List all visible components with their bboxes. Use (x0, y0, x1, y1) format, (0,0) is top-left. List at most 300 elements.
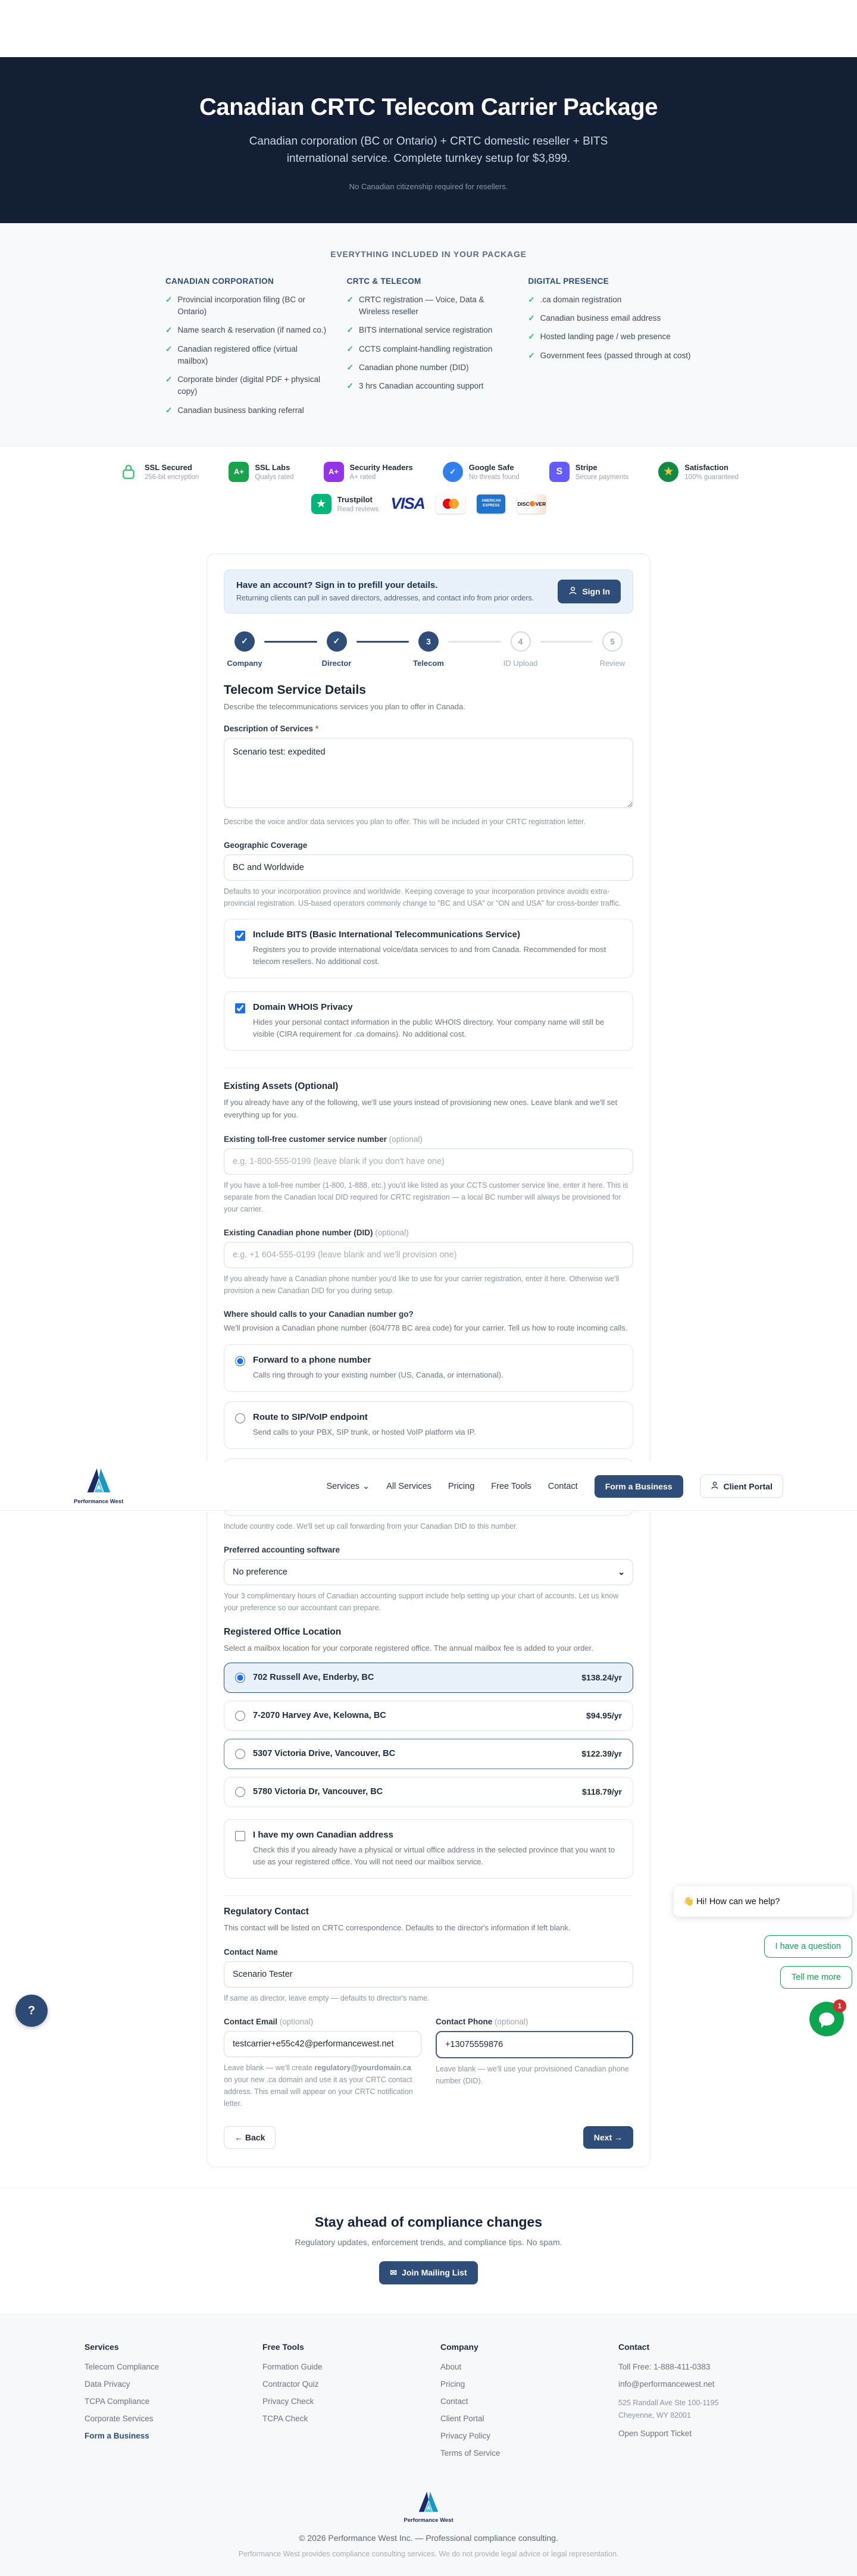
badge-text (337, 495, 379, 513)
join-mailing-list-button[interactable] (379, 2261, 477, 2284)
routing-question-label: Where should calls to your Canadian number go? (224, 1310, 414, 1319)
step-number: 4 (511, 631, 531, 652)
optional-tag: (optional) (279, 2017, 314, 2026)
badge-text (575, 463, 629, 481)
mailbox-option-enderby[interactable] (224, 1663, 633, 1693)
badge-text (350, 463, 413, 481)
lock-icon (118, 462, 139, 482)
mailbox-radio[interactable] (235, 1673, 245, 1683)
button-label: Client Portal (723, 1481, 772, 1491)
optional-tag: (optional) (375, 1228, 409, 1238)
button-label: ← Back (234, 2132, 265, 2142)
chevron-down-icon: ⌄ (362, 1481, 370, 1491)
optional-tag: (optional) (389, 1135, 423, 1144)
list-item (165, 294, 329, 318)
own-address-card[interactable] (224, 1819, 633, 1879)
regulatory-desc: This contact will be listed on CRTC correspondence. Defaults to the director's information if left blank. (224, 1923, 571, 1933)
list-item (528, 294, 692, 306)
mailbox-price: $94.95/yr (586, 1711, 622, 1721)
shield-check-icon: ✓ (443, 462, 463, 482)
user-icon (711, 1481, 719, 1491)
mailbox-radio[interactable] (235, 1711, 245, 1721)
step-connector (540, 641, 593, 643)
item-text: 3 hrs Canadian accounting support (358, 381, 484, 391)
discover-post: VER (535, 500, 546, 507)
column-title: DIGITAL PRESENCE (528, 276, 609, 286)
footer-col-services (85, 2342, 239, 2466)
badge-ssl-labs (229, 462, 293, 482)
nav-label: Contact (548, 1481, 578, 1491)
column-title: CRTC & TELECOM (346, 276, 421, 286)
badge-title: Stripe (575, 462, 598, 472)
section-heading: Telecom Service Details (224, 683, 366, 697)
footer-link-tcpa-check[interactable]: TCPA Check (262, 2414, 308, 2423)
hero-subtitle: Canadian corporation (BC or Ontario) + CRTC domestic reseller + BITS international service. Complete turnkey setup for $3,899. (249, 135, 608, 165)
badge-title: Security Headers (349, 462, 413, 472)
footer-tollfree-phone[interactable]: Toll Free: 1-888-411-0383 (618, 2362, 711, 2371)
next-button[interactable] (583, 2126, 633, 2149)
own-address-checkbox[interactable] (235, 1831, 245, 1841)
sign-in-button[interactable] (558, 580, 621, 603)
contact-email-helper (224, 2062, 421, 2109)
routing-opt1-title: Forward to a phone number (253, 1354, 371, 1365)
contact-phone-field (436, 2004, 633, 2109)
form-a-business-button[interactable] (595, 1475, 683, 1498)
step-telecom-active[interactable] (409, 631, 448, 668)
check-icon: ✓ (528, 350, 535, 360)
button-label: I have a question (775, 1942, 841, 1952)
step-number: 3 (418, 631, 439, 652)
item-text: Provincial incorporation filing (BC or Ontario) (177, 295, 305, 317)
stripe-icon: S (549, 462, 570, 482)
list-item (165, 405, 329, 417)
badge-subtitle: 256-bit encryption (144, 473, 199, 481)
newsletter-title: Stay ahead of compliance changes (314, 2214, 543, 2230)
newsletter-subtitle: Regulatory updates, enforcement trends, and compliance tips. No spam. (295, 2237, 562, 2247)
step-number: 5 (602, 631, 623, 652)
option-text (253, 1412, 476, 1438)
own-address-desc: Check this if you already have a physical or virtual office address in the selected province that you want to use as your registered office. You will not need our mailbox service. (253, 1845, 615, 1867)
list-item (528, 350, 692, 362)
button-label: Join Mailing List (402, 2268, 467, 2278)
nav-services-menu[interactable] (326, 1482, 370, 1491)
badge-subtitle: Secure payments (575, 473, 629, 481)
helper-text: on your new .ca domain and use it as your CRTC contact address. This email will appear on your CRTC notification letter. (224, 2075, 413, 2108)
mailbox-radio[interactable] (235, 1787, 245, 1797)
item-text: CCTS complaint-handling registration (358, 344, 493, 353)
check-icon: ✓ (165, 325, 173, 335)
trust-badge-row (0, 462, 857, 482)
envelope-icon: ✉ (390, 2267, 398, 2277)
check-icon: ✓ (528, 332, 535, 342)
badge-text (684, 463, 739, 481)
footer-col-contact (618, 2342, 772, 2466)
badge-text (145, 463, 199, 481)
routing-opt2-title: Route to SIP/VoIP endpoint (253, 1411, 368, 1422)
footer-link-form-a-business[interactable]: Form a Business (85, 2431, 149, 2440)
bits-option-card[interactable] (224, 919, 633, 978)
footer-support-ticket[interactable]: Open Support Ticket (618, 2429, 692, 2439)
trustpilot-star-icon: ★ (311, 494, 331, 514)
badge-title: Satisfaction (684, 462, 728, 472)
item-text: .ca domain registration (540, 295, 622, 304)
option-text (253, 1002, 622, 1040)
contact-name-label: Contact Name (224, 1947, 278, 1957)
check-icon: ✓ (346, 362, 354, 372)
accounting-label: Preferred accounting software (224, 1545, 340, 1555)
nav-label: Pricing (448, 1481, 475, 1491)
option-text (253, 1355, 503, 1381)
address-line1: 525 Randall Ave Ste 100-1195 (618, 2398, 719, 2407)
button-label: Next → (593, 2132, 623, 2142)
coverage-helper: Defaults to your incorporation province and worldwide. Keeping coverage to your incorporation province avoids extra-provincial registration. US-based operators commonly change to "BC and USA" or "ON and USA" for cross-border traffic. (224, 887, 621, 907)
security-headers-grade-icon: A+ (324, 462, 344, 482)
check-icon: ✓ (346, 344, 354, 353)
nav-all-services[interactable] (386, 1482, 431, 1491)
step-review[interactable] (593, 631, 632, 668)
button-label: Tell me more (792, 1973, 841, 1983)
order-form-card (27, 553, 842, 2167)
item-text: Hosted landing page / web presence (540, 332, 671, 342)
ssl-labs-grade-icon: A+ (229, 462, 249, 482)
footer-link-contact[interactable]: Contact (440, 2396, 468, 2406)
label-text: Contact Email (224, 2017, 278, 2026)
section-subheading: Describe the telecommunications services you plan to offer in Canada. (224, 702, 465, 711)
brand-name: Performance West (74, 1498, 124, 1505)
signin-button-label: Sign In (582, 586, 610, 596)
badge-title: SSL Secured (144, 462, 192, 472)
did-helper: If you already have a Canadian phone number you'd like to use for your carrier registration, enter it here. Otherwise we'll provision a new Canadian DID for you during setup. (224, 1275, 620, 1295)
step-check-icon: ✓ (327, 631, 347, 652)
description-helper: Describe the voice and/or data services you plan to offer. This will be included in your CRTC registration letter. (224, 817, 586, 826)
routing-desc: We'll provision a Canadian phone number (604/778 BC area code) for your carrier. Tell us how to route incoming calls. (224, 1323, 628, 1333)
footer-email[interactable]: info@performancewest.net (618, 2379, 715, 2389)
tollfree-label (224, 1135, 633, 1144)
chat-quick-reply-more[interactable] (780, 1966, 852, 1989)
routing-opt1-desc: Calls ring through to your existing number (US, Canada, or international). (253, 1370, 503, 1379)
option-text (253, 1830, 622, 1868)
mailbox-address: 7-2070 Harvey Ave, Kelowna, BC (253, 1711, 386, 1721)
whois-desc: Hides your personal contact information in the public WHOIS directory. Your company name will still be visible (CIRA requirement for .ca domains). No additional cost. (253, 1018, 605, 1039)
list-item (165, 374, 329, 398)
included-heading: EVERYTHING INCLUDED IN YOUR PACKAGE (330, 249, 527, 259)
chat-greeting-bubble (674, 1886, 852, 1917)
check-icon: ✓ (165, 344, 173, 353)
helper-text: Leave blank — we'll create (224, 2063, 315, 2072)
nav-label: All Services (386, 1481, 431, 1491)
bits-checkbox[interactable] (235, 931, 245, 941)
step-company[interactable] (225, 631, 264, 668)
item-text: CRTC registration — Voice, Data & Wireless reseller (358, 295, 484, 317)
nav-contact[interactable] (548, 1482, 578, 1491)
label-text: Contact Phone (436, 2017, 493, 2026)
existing-assets-desc: If you already have any of the following, we'll use yours instead of provisioning new ones. Leave blank and we'll set everything up for you. (224, 1098, 618, 1120)
whois-title: Domain WHOIS Privacy (253, 1002, 353, 1013)
badge-text (469, 463, 520, 481)
mailbox-option-victoria-drive[interactable] (224, 1739, 633, 1769)
list-item (347, 324, 511, 336)
footer-link-client-portal[interactable]: Client Portal (440, 2414, 484, 2423)
contact-email-field (224, 2004, 421, 2109)
check-icon: ✓ (346, 295, 354, 304)
nav-pricing[interactable] (448, 1482, 474, 1491)
badge-stripe (549, 462, 629, 482)
existing-assets-heading: Existing Assets (Optional) (224, 1081, 339, 1092)
included-column-digital (528, 277, 692, 423)
nav-label: Free Tools (491, 1481, 531, 1491)
chat-greeting-text: 👋 Hi! How can we help? (683, 1897, 780, 1907)
list-item (528, 331, 692, 343)
signin-banner (224, 569, 633, 614)
item-text: Government fees (passed through at cost) (540, 350, 691, 360)
item-text: Corporate binder (digital PDF + physical copy) (177, 375, 321, 396)
amex-line1: AMERICAN (481, 499, 501, 503)
badge-google-safe (443, 462, 520, 482)
optional-tag: (optional) (495, 2017, 528, 2026)
discover-logo (517, 494, 546, 514)
list-item (347, 362, 511, 374)
regulatory-contact-heading: Regulatory Contact (224, 1907, 309, 1917)
footer-columns (85, 2342, 772, 2466)
step-connector (356, 641, 409, 643)
trustpilot-title: Trustpilot (337, 494, 373, 504)
mailbox-option-kelowna[interactable] (224, 1701, 633, 1731)
footer-link-tcpa-compliance[interactable]: TCPA Compliance (85, 2396, 150, 2406)
chat-launcher-button[interactable] (809, 2002, 844, 2036)
list-item (528, 312, 692, 324)
progress-stepper (225, 631, 632, 668)
routing-option-forward[interactable] (224, 1344, 633, 1392)
amex-line2: EXPRESS (483, 503, 500, 508)
star-icon: ★ (658, 462, 678, 482)
whois-option-card[interactable] (224, 991, 633, 1051)
form-section (0, 533, 857, 2314)
top-white-strip (0, 0, 857, 57)
included-column-corporation (165, 277, 329, 423)
performance-west-logo-icon (83, 1467, 114, 1497)
footer-col-title: Contact (618, 2342, 650, 2352)
forward-radio[interactable] (235, 1356, 245, 1366)
trust-badges-section (0, 446, 857, 533)
nav-free-tools[interactable] (491, 1482, 531, 1491)
amex-text (481, 499, 501, 509)
contact-email-label (224, 2017, 421, 2026)
package-included-section (0, 223, 857, 446)
page-title: Canadian CRTC Telecom Carrier Package (199, 94, 658, 120)
footer-bottom (0, 2491, 857, 2558)
hero (0, 57, 857, 223)
mailbox-price: $122.39/yr (581, 1749, 622, 1759)
chat-unread-badge: 1 (833, 1999, 846, 2012)
helper-bold: regulatory@yourdomain.ca (314, 2063, 411, 2072)
badge-ssl-secured (118, 462, 199, 482)
footer-logo (404, 2491, 453, 2524)
footer-col-title: Company (440, 2342, 478, 2352)
badge-subtitle: No threats found (468, 473, 520, 481)
contact-phone-label (436, 2017, 633, 2026)
footer-link-terms[interactable]: Terms of Service (440, 2448, 501, 2458)
discover-orange-dot (530, 501, 535, 506)
back-button[interactable] (224, 2126, 276, 2149)
bits-desc: Registers you to provide international voice/data services to and from Canada. Recommended for most telecom resellers. No additional cost. (253, 944, 606, 966)
site-footer (0, 2314, 857, 2576)
included-columns (165, 277, 692, 423)
item-text: Canadian business email address (540, 314, 661, 323)
footer-link-contractor-quiz[interactable]: Contractor Quiz (262, 2379, 319, 2389)
nav-label: Services (326, 1481, 360, 1491)
sip-radio[interactable] (235, 1413, 245, 1423)
footer-link-telecom-compliance[interactable]: Telecom Compliance (85, 2362, 159, 2371)
trustpilot-badge[interactable] (311, 494, 379, 514)
site-navbar (0, 1462, 857, 1511)
item-text: BITS international service registration (358, 325, 493, 335)
own-address-title: I have my own Canadian address (253, 1829, 393, 1840)
step-label: Review (599, 658, 625, 668)
performance-west-logo-icon (415, 2491, 442, 2516)
mailbox-price: $138.24/yr (581, 1673, 622, 1683)
description-label (224, 724, 633, 733)
footer-link-privacy-policy[interactable]: Privacy Policy (440, 2431, 491, 2440)
contact-email-phone-row (224, 2004, 633, 2109)
whois-checkbox[interactable] (235, 1003, 245, 1013)
badge-security-headers (324, 462, 413, 482)
label-text: Existing toll-free customer service number (224, 1135, 387, 1144)
did-label (224, 1228, 633, 1237)
step-check-icon: ✓ (234, 631, 255, 652)
option-text (253, 929, 622, 968)
registered-office-desc: Select a mailbox location for your corporate registered office. The annual mailbox fee is added to your order. (224, 1644, 593, 1653)
discover-pre: DISC (517, 500, 530, 507)
routing-option-sip[interactable] (224, 1401, 633, 1449)
step-label: Company (227, 658, 262, 668)
payment-methods-row (0, 482, 857, 528)
canadian-did-input[interactable] (224, 1242, 633, 1268)
description-of-services-textarea[interactable] (224, 738, 633, 808)
tollfree-helper: If you have a toll-free number (1-800, 1-888, etc.) you'd like listed as your CCTS customer service line, enter it here. This is separate from the Canadian local DID required for CRTC registration — a local BC number will always be provisioned for your carrier. (224, 1181, 628, 1214)
contact-phone-input[interactable] (436, 2031, 633, 2058)
chevron-down-icon: ⌄ (618, 1567, 625, 1577)
check-icon: ✓ (528, 314, 535, 323)
footer-link-corporate-services[interactable]: Corporate Services (85, 2414, 154, 2423)
button-label: Form a Business (605, 1481, 673, 1491)
check-icon: ✓ (346, 325, 354, 335)
step-connector (264, 641, 317, 643)
help-button[interactable] (15, 1995, 48, 2027)
badge-text (255, 463, 293, 481)
navbar-inner (74, 1467, 783, 1505)
signin-title: Have an account? Sign in to prefill your details. (236, 580, 438, 591)
required-asterisk: * (315, 724, 319, 733)
amex-logo (477, 494, 505, 514)
forward-helper: Include country code. We'll set up call forwarding from your Canadian DID to this number. (224, 1522, 518, 1531)
list-item (347, 343, 511, 355)
included-column-crtc (347, 277, 511, 423)
client-portal-button[interactable] (700, 1475, 783, 1498)
footer-col-company (440, 2342, 595, 2466)
item-text: Canadian registered office (virtual mailbox) (177, 344, 298, 365)
mailbox-option-victoria-dr[interactable] (224, 1777, 633, 1807)
mastercard-logo (436, 494, 465, 514)
signin-text (236, 580, 534, 602)
footer-col-title: Services (85, 2342, 119, 2352)
list-item (347, 380, 511, 392)
mailbox-address: 702 Russell Ave, Enderby, BC (253, 1673, 374, 1683)
visa-logo: VISA (390, 494, 425, 513)
mailbox-radio[interactable] (235, 1749, 245, 1759)
brand-name: Performance West (404, 2516, 453, 2524)
accounting-helper: Your 3 complimentary hours of Canadian accounting support include help setting up your chart of accounts. Let us know your preference so our accountant can prepare. (224, 1592, 619, 1613)
mailbox-address: 5780 Victoria Dr, Vancouver, BC (253, 1787, 383, 1797)
badge-subtitle: Qualys rated (255, 473, 294, 481)
check-icon: ✓ (165, 295, 173, 304)
mailbox-address: 5307 Victoria Drive, Vancouver, BC (253, 1749, 396, 1759)
bits-title: Include BITS (Basic International Telecommunications Service) (253, 929, 521, 940)
check-icon: ✓ (346, 381, 354, 391)
geographic-coverage-input[interactable] (224, 855, 633, 881)
step-id-upload[interactable] (501, 631, 540, 668)
footer-link-pricing[interactable]: Pricing (440, 2379, 465, 2389)
badge-satisfaction (658, 462, 739, 482)
footer-link-about[interactable]: About (440, 2362, 462, 2371)
accounting-select-wrap (224, 1559, 633, 1585)
column-title: CANADIAN CORPORATION (165, 276, 274, 286)
navbar-links (326, 1475, 783, 1498)
contact-name-input[interactable] (224, 1961, 633, 1987)
contact-name-helper: If same as director, leave empty — defaults to director's name. (224, 1993, 430, 2002)
coverage-label: Geographic Coverage (224, 840, 308, 850)
chat-quick-reply-question[interactable] (764, 1935, 852, 1958)
footer-link-privacy-check[interactable]: Privacy Check (262, 2396, 314, 2406)
trustpilot-subtitle: Read reviews (337, 505, 379, 513)
copyright-line: © 2026 Performance West Inc. — Professional compliance consulting. (299, 2533, 558, 2543)
step-label: Telecom (413, 658, 444, 668)
contact-phone-helper: Leave blank — we'll use your provisioned Canadian phone number (DID). (436, 2064, 629, 2085)
step-label: Director (321, 658, 352, 668)
label-text: Description of Services (224, 724, 314, 733)
hero-note: No Canadian citizenship required for resellers. (349, 181, 508, 191)
divider (224, 1895, 633, 1896)
footer-link-formation-guide[interactable]: Formation Guide (262, 2362, 323, 2371)
navbar-logo[interactable] (74, 1467, 123, 1505)
badge-subtitle: 100% guaranteed (684, 473, 739, 481)
check-icon: ✓ (165, 375, 173, 384)
mastercard-orange-circle (449, 499, 459, 509)
step-director[interactable] (317, 631, 356, 668)
list-item (165, 343, 329, 368)
label-text: Existing Canadian phone number (DID) (224, 1228, 373, 1238)
contact-email-input[interactable] (224, 2031, 421, 2057)
list-item (165, 324, 329, 336)
footer-col-title: Free Tools (262, 2342, 304, 2352)
signin-subtitle: Returning clients can pull in saved directors, addresses, and contact info from prior orders. (236, 594, 534, 603)
footer-link-data-privacy[interactable]: Data Privacy (85, 2379, 130, 2389)
accounting-software-select[interactable] (224, 1559, 633, 1585)
step-connector (448, 641, 501, 643)
list-item (347, 294, 511, 318)
badge-title: SSL Labs (255, 462, 290, 472)
address-line2: Cheyenne, WY 82001 (618, 2411, 692, 2420)
routing-opt2-desc: Send calls to your PBX, SIP trunk, or hosted VoIP platform via IP. (253, 1427, 476, 1436)
mailbox-price: $118.79/yr (582, 1787, 622, 1797)
tollfree-number-input[interactable] (224, 1148, 633, 1175)
form-actions (224, 2126, 633, 2149)
registered-office-heading: Registered Office Location (224, 1627, 342, 1638)
footer-col-free-tools (262, 2342, 417, 2466)
step-label: ID Upload (503, 658, 538, 668)
badge-title: Google Safe (468, 462, 514, 472)
badge-subtitle: A+ rated (349, 473, 376, 481)
check-icon: ✓ (528, 295, 535, 304)
